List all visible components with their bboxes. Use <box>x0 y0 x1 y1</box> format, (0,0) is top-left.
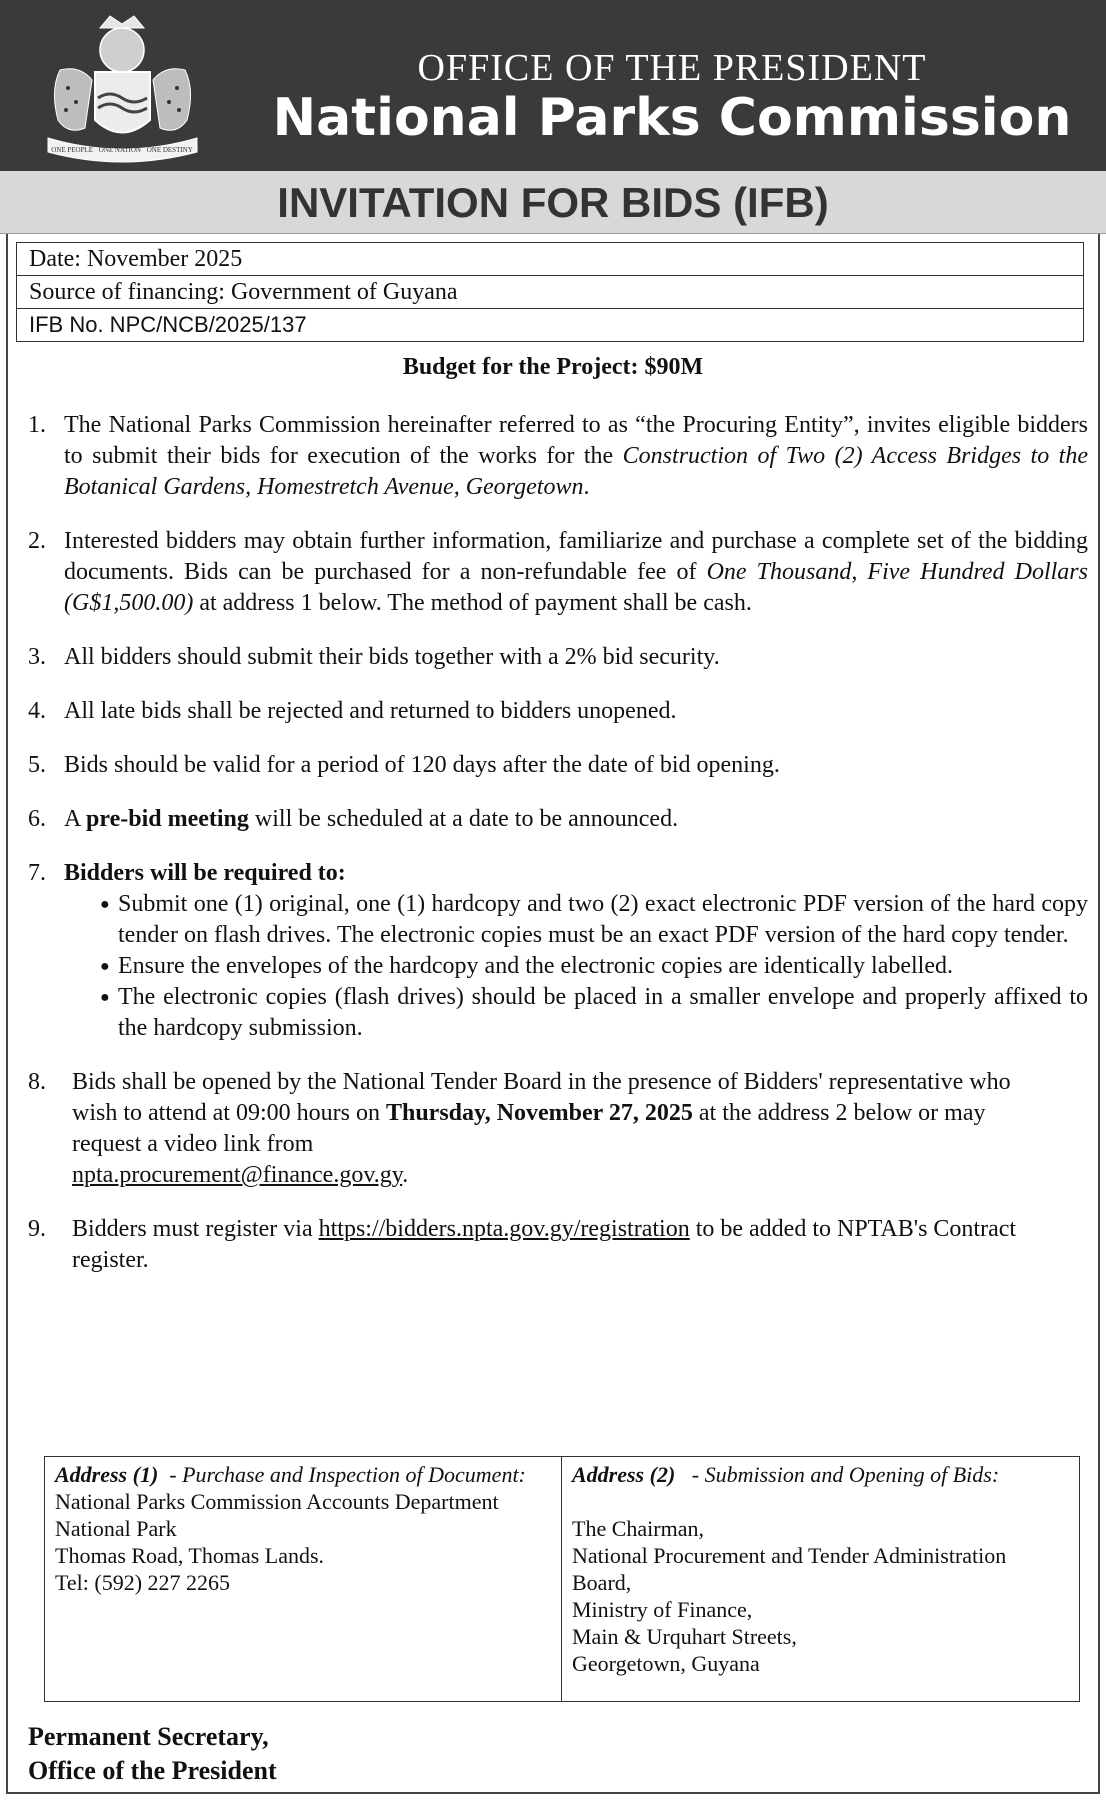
clause-text: . <box>583 474 590 500</box>
clause-number: 2. <box>28 528 46 554</box>
address-2-heading <box>572 1461 1069 1488</box>
clause-text: Bids should be valid for a period of 120 days after the date of bid opening. <box>64 752 780 778</box>
address-line: Ministry of Finance, <box>572 1597 753 1622</box>
clause-2 <box>28 526 1088 619</box>
requirement-item <box>96 889 1088 951</box>
email-link[interactable]: npta.procurement@finance.gov.gy <box>72 1162 403 1188</box>
address-phone: Tel: (592) 227 2265 <box>55 1570 231 1595</box>
ifb-banner <box>0 171 1106 234</box>
motto-2: ONE NATION <box>98 146 141 154</box>
address-line: National Procurement and Tender Administration Board, <box>572 1543 1007 1595</box>
requirement-item <box>96 982 1088 1044</box>
clause-8 <box>28 1067 1088 1191</box>
clause-text: . <box>402 1162 409 1188</box>
coat-of-arms-logo <box>40 10 205 165</box>
clause-number: 7. <box>28 860 46 886</box>
office-title: OFFICE OF THE PRESIDENT <box>417 47 927 89</box>
clause-text: All bidders should submit their bids together with a 2% bid security. <box>64 644 720 670</box>
clause-list <box>28 410 1088 1276</box>
address-purpose: - Purchase and Inspection of Document: <box>169 1462 526 1487</box>
address-line: Georgetown, Guyana <box>572 1651 760 1676</box>
signatory-title: Permanent Secretary, <box>28 1722 269 1751</box>
address-1 <box>45 1457 562 1701</box>
signatory-office: Office of the President <box>28 1756 277 1785</box>
budget-line: Budget for the Project: $90M <box>402 354 704 380</box>
clause-3 <box>28 642 1088 673</box>
bullet-icon: ● <box>100 958 110 975</box>
address-2 <box>562 1457 1079 1701</box>
clause-4 <box>28 696 1088 727</box>
clause-7 <box>28 858 1088 1044</box>
meta-table <box>16 242 1084 342</box>
clause-1 <box>28 410 1088 503</box>
requirement-text: Ensure the envelopes of the hardcopy and the electronic copies are identically labelled. <box>118 953 953 979</box>
requirement-text: Submit one (1) original, one (1) hardcopy and two (2) exact electronic PDF version of the hard copy tender on flash drives. The electronic copies must be an exact PDF version of the hard copy tender. <box>118 891 1088 948</box>
clause-heading: Bidders will be required to: <box>64 860 346 886</box>
clause-text: Bidders must register via <box>72 1216 319 1242</box>
requirement-list <box>96 889 1088 1044</box>
clause-number: 5. <box>28 752 46 778</box>
clause-text: will be scheduled at a date to be announced. <box>248 806 679 832</box>
clause-text: All late bids shall be rejected and returned to bidders unopened. <box>64 698 677 724</box>
opening-date: Thursday, November 27, 2025 <box>385 1100 693 1126</box>
address-line: National Park <box>55 1516 177 1541</box>
requirement-text: The electronic copies (flash drives) should be placed in a smaller envelope and properly affixed to the hardcopy submission. <box>118 984 1088 1041</box>
motto-1: ONE PEOPLE <box>51 146 94 154</box>
page-header <box>0 0 1106 171</box>
clause-6 <box>28 804 1088 835</box>
address-label: Address (2) <box>572 1462 676 1487</box>
pre-bid-meeting: pre-bid meeting <box>86 806 249 832</box>
address-label: Address (1) <box>55 1462 159 1487</box>
clause-text: The National Parks Commission hereinafter referred to as “the Procuring Entity”, invites eligible bidders to submit their bids for execution of the works for the <box>64 412 1088 469</box>
clause-text: at the address 2 below or may request a video link from <box>72 1100 986 1157</box>
clause-number: 4. <box>28 698 46 724</box>
bullet-icon: ● <box>100 989 110 1006</box>
svg-text:ONE PEOPLE ONE NATION <box>51 146 193 154</box>
clause-number: 9. <box>28 1216 46 1242</box>
clause-text: Interested bidders may obtain further information, familiarize and purchase a complete set of the bidding documents. Bids can be purchased for a non-refundable fee of <box>64 528 1088 585</box>
ifb-title: INVITATION FOR BIDS (IFB) <box>277 179 829 226</box>
clause-number: 1. <box>28 412 46 438</box>
address-line: The Chairman, <box>572 1516 704 1541</box>
signature-block <box>28 1720 277 1788</box>
bullet-icon: ● <box>100 896 110 913</box>
registration-link[interactable]: https://bidders.npta.gov.gy/registration <box>318 1216 690 1242</box>
clause-9 <box>28 1214 1088 1276</box>
clause-number: 3. <box>28 644 46 670</box>
clause-number: 8. <box>28 1069 46 1095</box>
address-purpose: - Submission and Opening of Bids: <box>691 1462 1000 1487</box>
meta-ifb-number: IFB No. NPC/NCB/2025/137 <box>29 312 307 337</box>
meta-financing: Source of financing: Government of Guyana <box>17 276 1083 309</box>
address-table <box>44 1456 1080 1702</box>
address-1-heading <box>55 1461 551 1488</box>
clause-text: Bids shall be opened by the National Tender Board in the presence of Bidders' representative who wish to attend at 09:00 hours on <box>72 1069 1011 1126</box>
motto-3: ONE DESTINY <box>146 146 193 154</box>
commission-title: National Parks Commission <box>272 88 1072 148</box>
clause-text: at address 1 below. The method of payment shall be cash. <box>193 590 752 616</box>
address-line: National Parks Commission Accounts Department <box>55 1489 499 1514</box>
project-title: Construction of Two (2) Access Bridges to the Botanical Gardens, Homestretch Avenue, Georgetown <box>64 443 1088 500</box>
clause-text: to be added to NPTAB's Contract register. <box>72 1216 1017 1273</box>
clause-text: A <box>64 806 87 832</box>
requirement-item <box>96 951 1088 982</box>
clause-number: 6. <box>28 806 46 832</box>
address-line: Thomas Road, Thomas Lands. <box>55 1543 325 1568</box>
meta-date: Date: November 2025 <box>17 243 1083 276</box>
clause-5 <box>28 750 1088 781</box>
fee-amount: One Thousand, Five Hundred Dollars (G$1,500.00) <box>64 559 1088 616</box>
address-line: Main & Urquhart Streets, <box>572 1624 797 1649</box>
